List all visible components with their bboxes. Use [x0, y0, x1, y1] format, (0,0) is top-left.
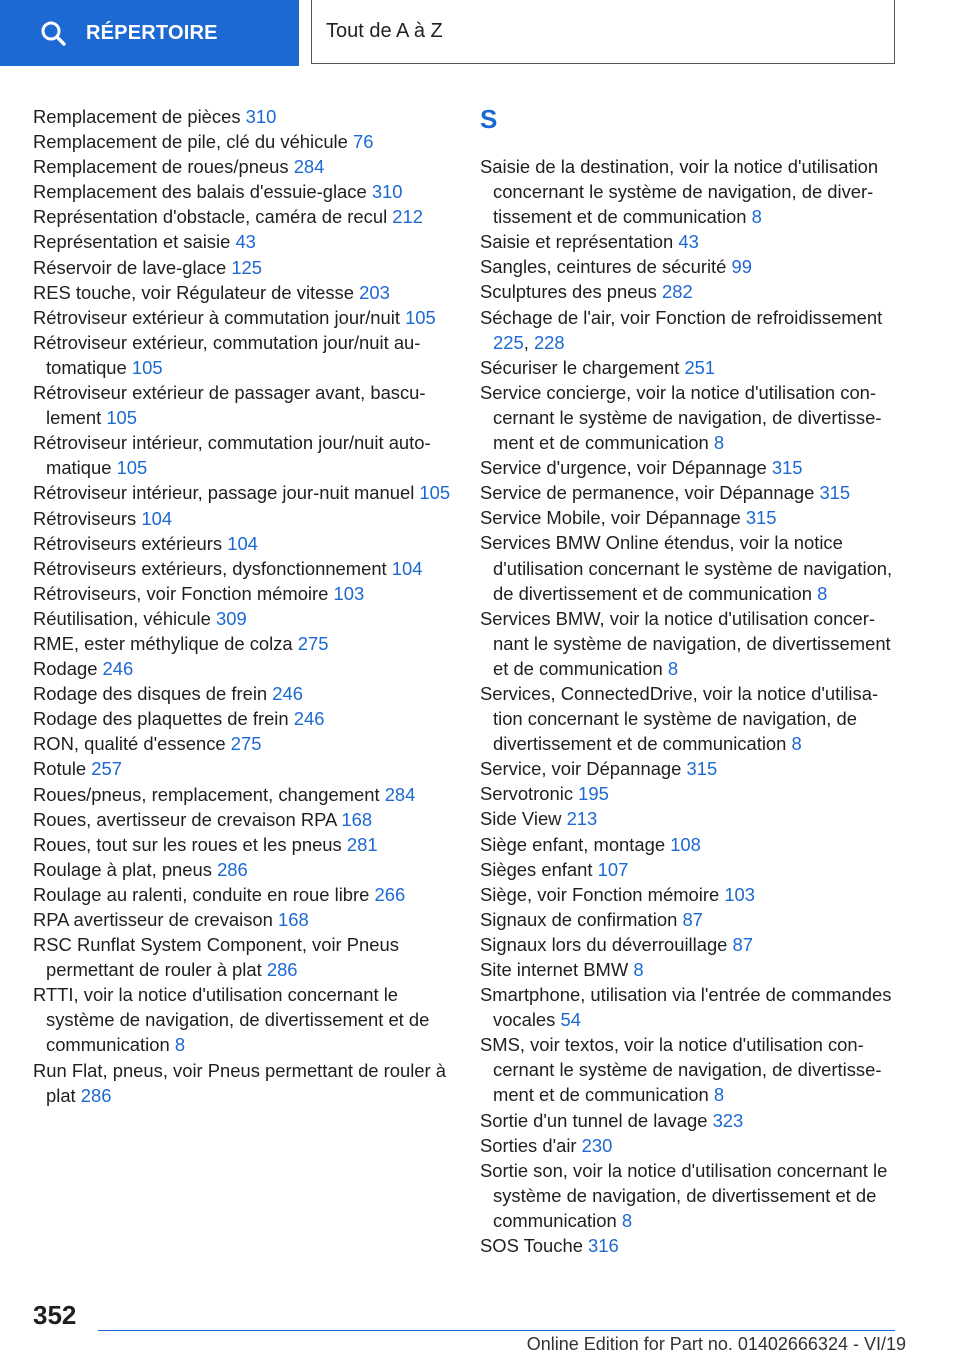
page-link[interactable]: 203: [359, 281, 390, 303]
entry-text: SMS, voir textos, voir la notice d'utilisation concernant le système de navigation, de divertissement et de communication: [480, 1034, 882, 1106]
entry-text: Sorties d'air: [480, 1134, 577, 1156]
page-link[interactable]: 275: [230, 733, 262, 755]
index-entry: [33, 229, 453, 254]
page-link[interactable]: 8: [667, 657, 679, 679]
page-link[interactable]: 310: [371, 181, 403, 203]
index-entry: [33, 531, 453, 556]
entry-text: Site internet BMW: [480, 959, 629, 980]
index-column-left: [33, 104, 453, 1108]
index-list-right: [480, 154, 900, 1258]
page-link[interactable]: 104: [391, 557, 423, 579]
index-entry: [480, 229, 900, 254]
index-entry: [33, 656, 453, 681]
index-entry: [33, 255, 453, 280]
entry-text: Représentation d'obstacle, caméra de recul: [33, 206, 388, 228]
index-entry: [480, 505, 900, 530]
page-link[interactable]: 54: [560, 1009, 581, 1031]
entry-text: Séchage de l'air, voir Fonction de refroidissement: [480, 306, 883, 328]
entry-text: Saisie et représentation: [480, 231, 674, 253]
index-entry: [33, 857, 453, 882]
page-link[interactable]: 8: [633, 959, 644, 980]
top-bar: [0, 0, 960, 66]
entry-text: Service concierge, voir la notice d'utilisation concernant le système de navigation, de divertissement et de communication: [480, 381, 882, 454]
page-link[interactable]: 315: [771, 457, 803, 479]
page-link[interactable]: 107: [597, 858, 629, 880]
index-entry: [480, 380, 900, 455]
page-link[interactable]: 87: [682, 908, 703, 930]
page-link[interactable]: 8: [713, 1084, 725, 1106]
entry-text: RSC Runflat System Component, voir Pneus permettant de rouler à plat: [33, 934, 399, 981]
page-link[interactable]: 43: [235, 231, 256, 253]
footer-divider: [98, 1330, 895, 1331]
page-link[interactable]: 108: [670, 833, 701, 855]
entry-text: Rodage: [33, 658, 98, 680]
index-entry: [480, 279, 900, 304]
index-entry: [480, 857, 900, 882]
page-link[interactable]: 8: [791, 733, 802, 755]
entry-text: Roulage à plat, pneus: [33, 858, 212, 880]
entry-text: RME, ester méthylique de colza: [33, 632, 293, 654]
page-link[interactable]: 315: [745, 507, 777, 529]
page-link[interactable]: 8: [817, 582, 828, 604]
index-entry: [33, 380, 453, 430]
page-link[interactable]: 99: [731, 256, 752, 278]
page-link[interactable]: 284: [384, 783, 416, 805]
index-entry: [33, 756, 453, 781]
entry-text: RON, qualité d'essence: [33, 733, 226, 755]
entry-text: RPA avertisseur de crevaison: [33, 909, 273, 930]
index-entry: [33, 782, 453, 807]
index-entry: [33, 882, 453, 907]
index-entry: [33, 204, 453, 229]
entry-text: Side View: [480, 808, 562, 830]
page-link[interactable]: 266: [374, 883, 406, 905]
entry-text: Smartphone, utilisation via l'entrée de commandes vocales: [480, 984, 892, 1031]
page-link[interactable]: 43: [678, 231, 699, 253]
index-entry: [33, 581, 453, 606]
page-link[interactable]: 8: [621, 1209, 633, 1231]
page-link[interactable]: 282: [662, 281, 693, 303]
index-entry: [480, 957, 900, 982]
footer-edition: Online Edition for Part no. 01402666324 - VI/19: [526, 1334, 906, 1354]
page-link[interactable]: 315: [686, 758, 718, 780]
repertoire-button[interactable]: [0, 0, 299, 66]
entry-text: Roues/pneus, remplacement, changement: [33, 783, 380, 805]
page-link[interactable]: 251: [684, 356, 716, 378]
page-link[interactable]: 8: [713, 432, 725, 454]
index-entry: [480, 480, 900, 505]
index-entry: [480, 932, 900, 957]
repertoire-label: RÉPERTOIRE: [86, 21, 218, 44]
page-link[interactable]: 8: [751, 206, 762, 228]
entry-text: Service de permanence, voir Dépannage: [480, 482, 815, 504]
entry-text: Rétroviseur extérieur à commutation jour/nuit: [33, 306, 400, 328]
index-entry: [33, 731, 453, 756]
entry-text: Rodage des disques de frein: [33, 683, 268, 705]
page-link[interactable]: 316: [588, 1235, 619, 1257]
page-link[interactable]: 212: [392, 206, 423, 228]
page-link[interactable]: 246: [272, 683, 303, 705]
index-entry: [33, 480, 453, 505]
index-column-right: [480, 104, 900, 1258]
entry-text: Saisie de la destination, voir la notice d'utilisation concernant le système de navigation, de divertissement et de communication: [480, 156, 879, 228]
section-letter: S: [480, 104, 498, 134]
index-entry: [480, 756, 900, 781]
entry-text: Service Mobile, voir Dépannage: [480, 507, 741, 529]
index-entry: [480, 806, 900, 831]
page-link[interactable]: 125: [231, 256, 263, 278]
index-entry: [33, 832, 453, 857]
page-link[interactable]: 246: [293, 708, 325, 730]
entry-text: Sculptures des pneus: [480, 281, 657, 303]
entry-text: Remplacement de pile, clé du véhicule: [33, 131, 348, 153]
page-link[interactable]: 323: [712, 1109, 744, 1131]
page-link[interactable]: 230: [581, 1134, 613, 1156]
page-link[interactable]: 310: [245, 106, 277, 127]
entry-text: Remplacement des balais d'essuie-glace: [33, 181, 367, 203]
index-entry: [33, 305, 453, 330]
index-entry: [33, 330, 453, 380]
page-link[interactable]: 104: [141, 507, 173, 529]
page-link[interactable]: 275: [297, 632, 329, 654]
index-entry: [33, 506, 453, 531]
index-entry: [480, 882, 900, 907]
index-entry: [480, 355, 900, 380]
index-entry: [33, 706, 453, 731]
page-number: 352: [33, 1300, 77, 1330]
entry-text: Représentation et saisie: [33, 231, 231, 253]
entry-text: RTTI, voir la notice d'utilisation concernant le système de navigation, de divertissement et de communication: [33, 984, 430, 1056]
page-link[interactable]: 168: [341, 808, 373, 830]
page-link[interactable]: 105: [106, 407, 138, 429]
entry-text: Rétroviseurs extérieurs: [33, 532, 223, 554]
entry-text: Siège enfant, montage: [480, 833, 666, 855]
entry-text: Sécuriser le chargement: [480, 356, 680, 378]
entry-text: Sortie d'un tunnel de lavage: [480, 1109, 708, 1131]
index-entry: [33, 681, 453, 706]
index-entry: [33, 280, 453, 305]
entry-text: Service, voir Dépannage: [480, 758, 682, 780]
index-entry: [480, 1133, 900, 1158]
index-entry: [480, 254, 900, 279]
entry-text: Run Flat, pneus, voir Pneus permettant de rouler à plat: [33, 1059, 446, 1106]
page-link[interactable]: 103: [724, 883, 755, 905]
index-entry: [33, 1058, 453, 1108]
index-entry: [480, 982, 900, 1032]
page-link[interactable]: 168: [278, 909, 309, 930]
entry-text: Services BMW Online étendus, voir la notice d'utilisation concernant le système de navigation, de divertissement et de communication: [480, 532, 893, 604]
entry-text: Rodage des plaquettes de frein: [33, 708, 289, 730]
index-entry: [33, 932, 453, 982]
entry-text: RES touche, voir Régulateur de vitesse: [33, 281, 354, 303]
index-entry: [480, 1233, 900, 1258]
page-link[interactable]: 195: [578, 783, 609, 805]
page-link[interactable]: 104: [227, 532, 258, 554]
entry-text: Services BMW, voir la notice d'utilisation concernant le système de navigation, de divertissement et de communication: [480, 607, 891, 679]
index-entry: [33, 982, 453, 1057]
index-entry: [33, 104, 453, 129]
entry-text: Rétroviseurs extérieurs, dysfonctionnement: [33, 557, 387, 579]
index-entry: [480, 154, 900, 229]
page-link[interactable]: 281: [346, 833, 378, 855]
index-entry: [33, 129, 453, 154]
page-link[interactable]: 8: [174, 1034, 186, 1056]
index-entry: [480, 1032, 900, 1107]
entry-text: Rétroviseurs, voir Fonction mémoire: [33, 582, 329, 604]
index-entry: [480, 681, 900, 756]
entry-text: Roues, tout sur les roues et les pneus: [33, 833, 342, 855]
index-entry: [480, 530, 900, 605]
index-entry: [33, 907, 453, 932]
search-icon: [40, 20, 66, 46]
index-entry: [33, 631, 453, 656]
index-entry: [480, 455, 900, 480]
page-link[interactable]: 213: [566, 808, 598, 830]
page-link[interactable]: 246: [102, 658, 134, 680]
page-link[interactable]: 286: [266, 959, 298, 981]
page-link[interactable]: 105: [116, 457, 148, 479]
entry-text: Remplacement de pièces: [33, 106, 241, 127]
page-link[interactable]: 315: [819, 482, 851, 504]
entry-text: Siège, voir Fonction mémoire: [480, 883, 720, 905]
entry-text: Roues, avertisseur de crevaison RPA: [33, 808, 337, 830]
index-entry: [33, 154, 453, 179]
entry-text: Sièges enfant: [480, 858, 593, 880]
index-entry: [480, 1108, 900, 1133]
entry-text: Réservoir de lave-glace: [33, 256, 227, 278]
index-entry: [480, 606, 900, 681]
page-link[interactable]: 105: [405, 306, 436, 328]
entry-text: Rotule: [33, 758, 87, 780]
page-link[interactable]: 286: [80, 1084, 112, 1106]
index-entry: [33, 179, 453, 204]
breadcrumb[interactable]: [311, 0, 895, 64]
page-link[interactable]: 76: [352, 131, 374, 153]
page-link[interactable]: 105: [419, 482, 451, 504]
page-link[interactable]: 225: [493, 331, 524, 353]
index-entry: Séchage de l'air, voir Fonction de refroidissement 225, 228: [480, 306, 883, 353]
entry-text: Rétroviseur extérieur, commutation jour/nuit automatique: [33, 331, 421, 378]
entry-text: Service d'urgence, voir Dépannage: [480, 457, 767, 479]
entry-text: Roulage au ralenti, conduite en roue libre: [33, 883, 370, 905]
page-link[interactable]: 87: [732, 933, 753, 955]
entry-text: Services, ConnectedDrive, voir la notice d'utilisation concernant le système de navigation, de divertissement et de communication: [480, 682, 879, 755]
breadcrumb-label: Tout de A à Z: [326, 20, 443, 42]
entry-text: Sortie son, voir la notice d'utilisation concernant le système de navigation, de divertissement et de communication: [480, 1159, 888, 1231]
index-entry: [33, 606, 453, 631]
entry-text: Servotronic: [480, 783, 574, 805]
entry-text: Réutilisation, véhicule: [33, 607, 211, 629]
page-link[interactable]: 228: [533, 331, 565, 353]
index-entry: [480, 781, 900, 806]
entry-text: Signaux lors du déverrouillage: [480, 933, 728, 955]
entry-text: Rétroviseur intérieur, commutation jour/nuit automatique: [33, 432, 431, 479]
entry-text: Rétroviseur extérieur de passager avant, basculement: [33, 382, 426, 429]
page-link[interactable]: 257: [91, 758, 122, 780]
entry-text: SOS Touche: [480, 1235, 583, 1257]
page-link[interactable]: 286: [217, 858, 248, 880]
entry-text: Remplacement de roues/pneus: [33, 156, 289, 178]
index-entry: [480, 1158, 900, 1233]
index-entry: [33, 807, 453, 832]
page-link[interactable]: 309: [216, 607, 247, 629]
entry-text: Rétroviseur intérieur, passage jour-nuit manuel: [33, 482, 415, 504]
index-entry: [33, 430, 453, 480]
page-link[interactable]: 284: [293, 156, 325, 178]
index-entry: [480, 907, 900, 932]
entry-text: Signaux de confirmation: [480, 908, 678, 930]
page-link[interactable]: 103: [333, 582, 365, 604]
page-link[interactable]: 105: [131, 356, 163, 378]
index-entry: [33, 556, 453, 581]
entry-text: Rétroviseurs: [33, 507, 137, 529]
entry-text: Sangles, ceintures de sécurité: [480, 256, 727, 278]
index-entry: [480, 832, 900, 857]
